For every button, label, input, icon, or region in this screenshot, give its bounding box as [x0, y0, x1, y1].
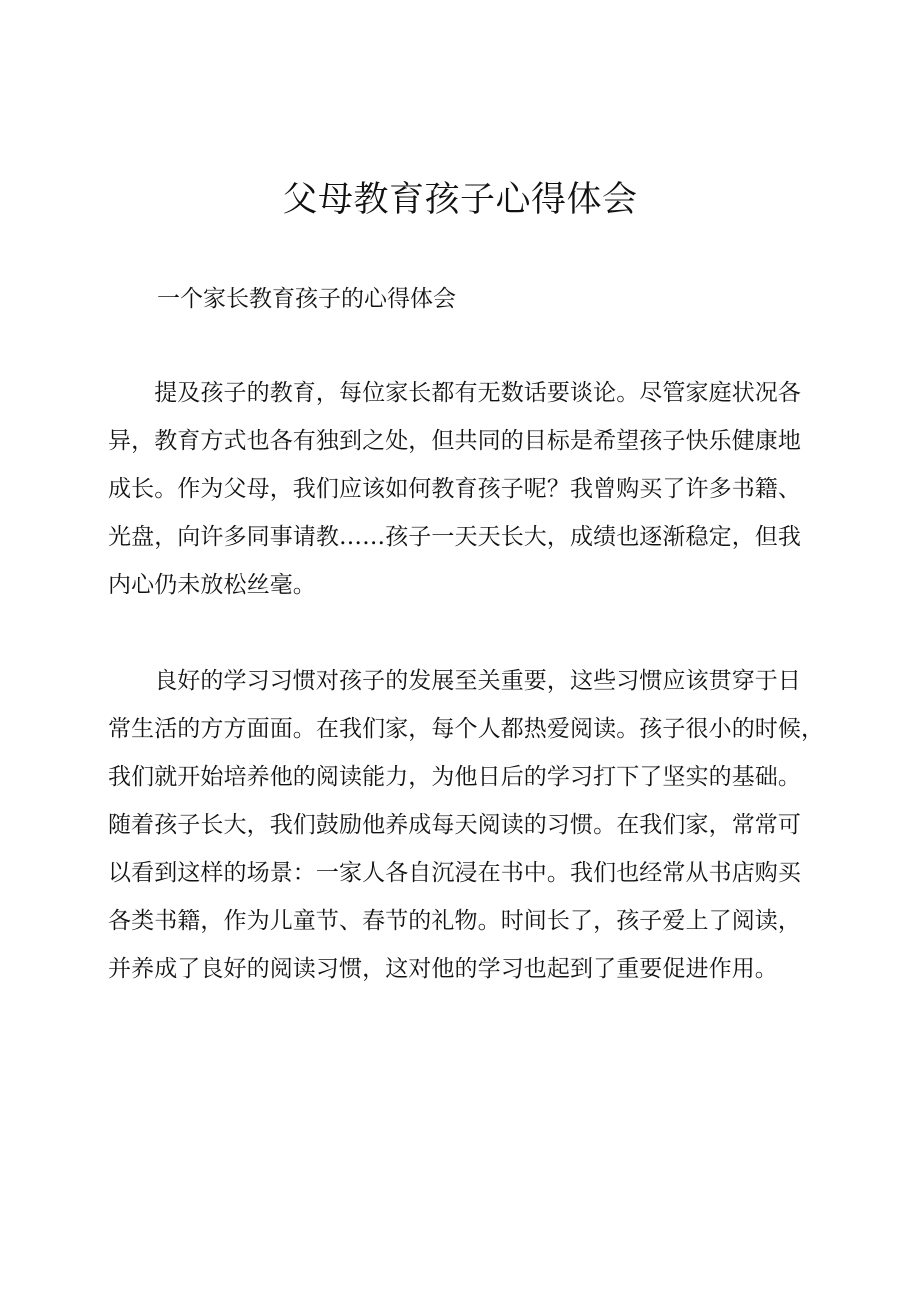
paragraph-line: 常生活的方方面面。在我们家，每个人都热爱阅读。孩子很小的时候，	[108, 716, 825, 742]
paragraph-line: 成长。作为父母，我们应该如何教育孩子呢？我曾购买了许多书籍、	[108, 476, 801, 502]
paragraph-line: 良好的学习习惯对孩子的发展至关重要，这些习惯应该贯穿于日	[108, 668, 801, 694]
paragraph-2	[108, 657, 824, 993]
paragraph-line: 各类书籍，作为儿童节、春节的礼物。时间长了，孩子爱上了阅读，	[108, 908, 801, 934]
paragraph-line: 以看到这样的场景：一家人各自沉浸在书中。我们也经常从书店购买	[108, 860, 801, 886]
document-subtitle: 一个家长教育孩子的心得体会	[157, 286, 456, 312]
paragraph-line: 内心仍未放松丝毫。	[108, 572, 316, 598]
paragraph-line: 我们就开始培养他的阅读能力，为他日后的学习打下了坚实的基础。	[108, 764, 801, 790]
document-title: 父母教育孩子心得体会	[282, 180, 638, 220]
paragraph-line: 并养成了良好的阅读习惯，这对他的学习也起到了重要促进作用。	[108, 956, 778, 982]
paragraph-line: 提及孩子的教育，每位家长都有无数话要谈论。尽管家庭状况各	[108, 380, 801, 406]
paragraph-line: 光盘，向许多同事请教……孩子一天天长大，成绩也逐渐稳定，但我	[108, 524, 801, 550]
paragraph-line: 异，教育方式也各有独到之处，但共同的目标是希望孩子快乐健康地	[108, 428, 801, 454]
paragraph-line: 随着孩子长大，我们鼓励他养成每天阅读的习惯。在我们家，常常可	[108, 812, 801, 838]
paragraph-1	[108, 369, 801, 609]
